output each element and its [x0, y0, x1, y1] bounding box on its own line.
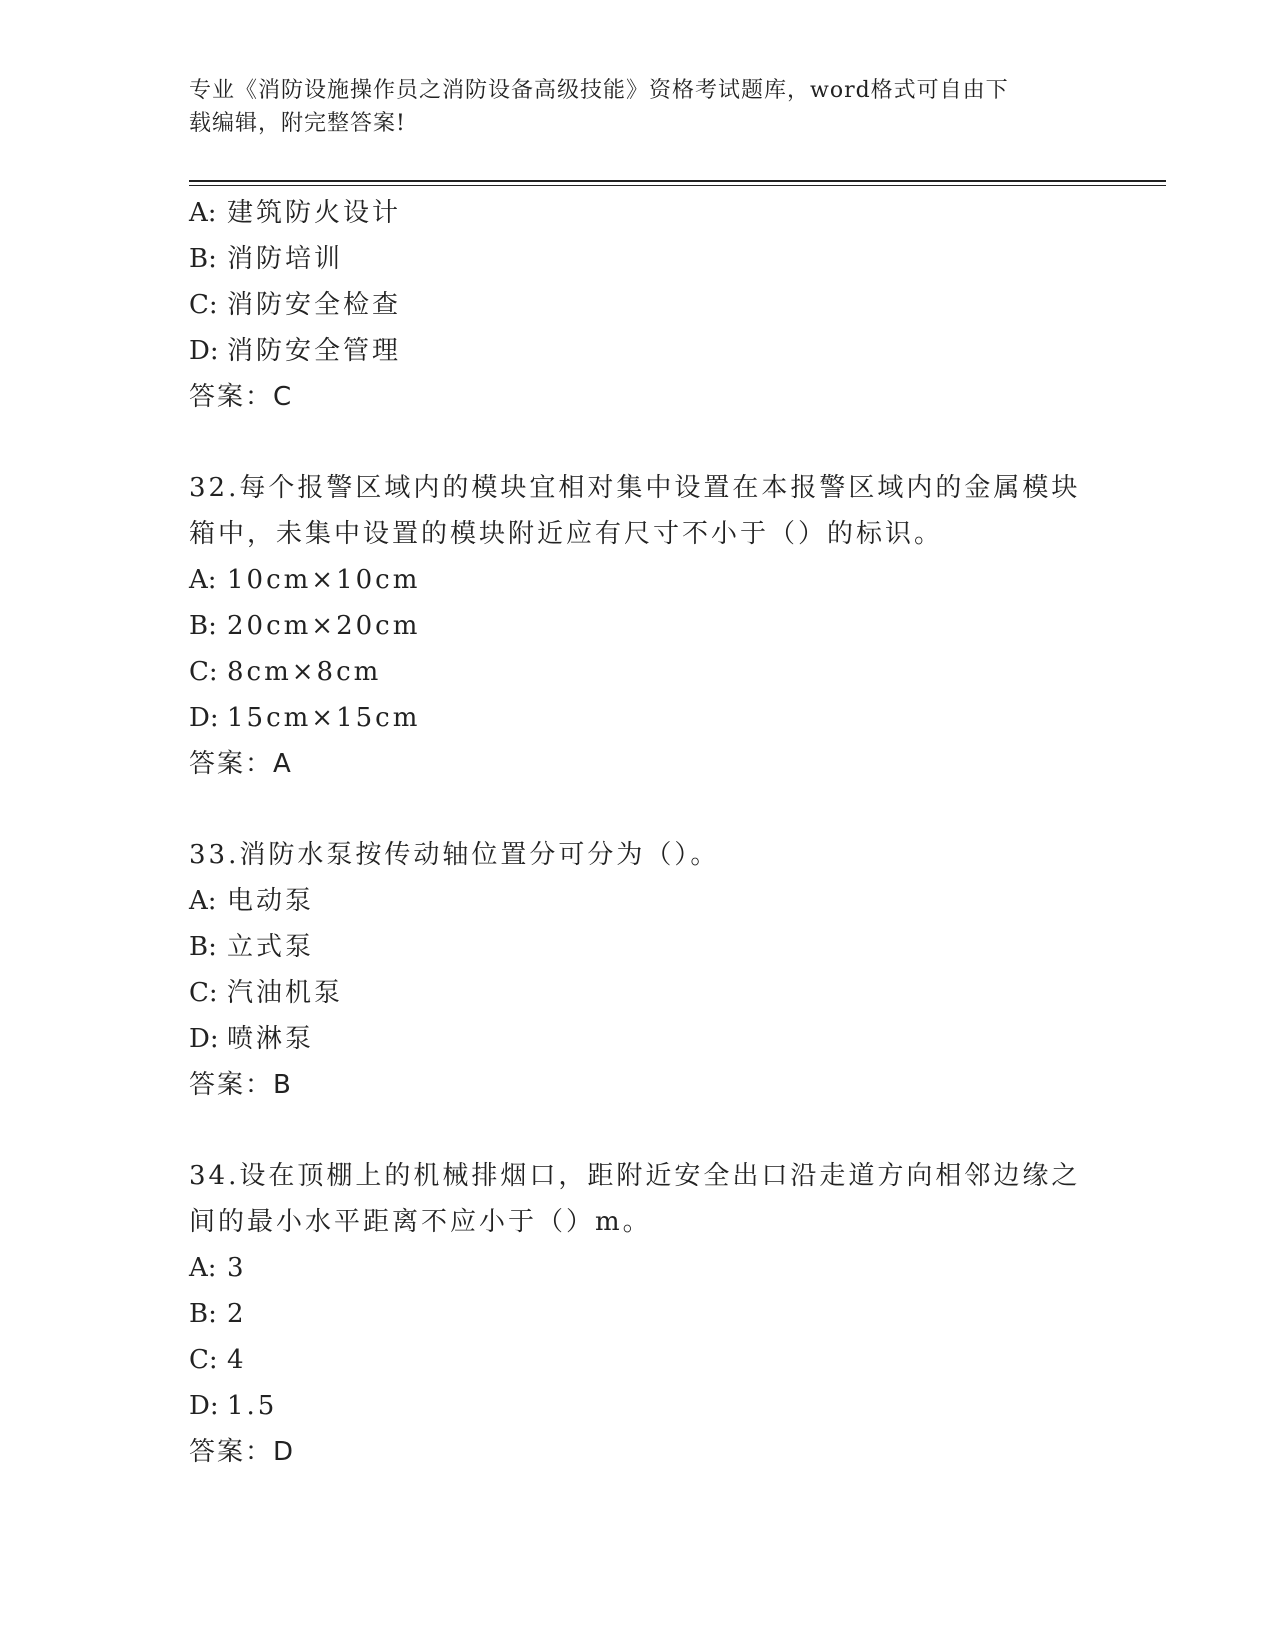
option-text: 消防安全检查 — [227, 290, 402, 320]
option-letter: D: — [189, 336, 219, 366]
option-text: 建筑防火设计 — [227, 198, 402, 228]
option-letter: D: — [189, 1391, 219, 1421]
option-b — [189, 924, 1089, 970]
header-line-1: 专业《消防设施操作员之消防设备高级技能》资格考试题库，word格式可自由下 — [189, 78, 1009, 103]
option-c — [189, 649, 1089, 695]
header-divider-thin — [189, 185, 1166, 186]
option-letter: B: — [189, 932, 217, 962]
header-line-2: 载编辑，附完整答案! — [189, 111, 406, 136]
option-letter: A: — [189, 565, 217, 595]
option-letter: C: — [189, 657, 218, 687]
question-list — [189, 190, 1089, 1475]
answer-line: 答案：B — [189, 1070, 293, 1100]
option-text: 电动泵 — [227, 886, 315, 916]
option-text: 1.5 — [227, 1391, 278, 1421]
option-b — [189, 1291, 1089, 1337]
option-text: 20cm×20cm — [227, 611, 421, 641]
answer-line: 答案：D — [189, 1437, 296, 1467]
option-c — [189, 282, 1089, 328]
question-text-line-1: 32.每个报警区域内的模块宜相对集中设置在本报警区域内的金属模块 — [189, 473, 1081, 503]
option-text: 立式泵 — [227, 932, 315, 962]
option-letter: C: — [189, 1345, 218, 1375]
option-text: 汽油机泵 — [227, 978, 344, 1008]
answer-line: 答案：C — [189, 382, 294, 412]
option-text: 3 — [227, 1253, 247, 1283]
option-letter: D: — [189, 1024, 219, 1054]
question-text-line-2: 间的最小水平距离不应小于（）m。 — [189, 1207, 652, 1237]
question-32 — [189, 465, 1089, 787]
header-divider-thick — [189, 180, 1166, 182]
option-text: 2 — [227, 1299, 247, 1329]
option-letter: B: — [189, 244, 217, 274]
option-text: 8cm×8cm — [227, 657, 382, 687]
option-d — [189, 328, 1089, 374]
option-letter: C: — [189, 978, 218, 1008]
question-33 — [189, 832, 1089, 1108]
option-a — [189, 1245, 1089, 1291]
option-letter: C: — [189, 290, 218, 320]
option-text: 喷淋泵 — [227, 1024, 315, 1054]
option-letter: B: — [189, 1299, 217, 1329]
option-c — [189, 1337, 1089, 1383]
option-a — [189, 557, 1089, 603]
option-text: 消防安全管理 — [227, 336, 402, 366]
option-text: 消防培训 — [227, 244, 344, 274]
question-31 — [189, 190, 1089, 420]
option-letter: D: — [189, 703, 219, 733]
option-letter: A: — [189, 1253, 217, 1283]
option-text: 10cm×10cm — [227, 565, 421, 595]
option-d — [189, 1383, 1089, 1429]
document-header — [189, 74, 1089, 140]
question-text-line-1: 34.设在顶棚上的机械排烟口，距附近安全出口沿走道方向相邻边缘之 — [189, 1161, 1081, 1191]
option-b — [189, 603, 1089, 649]
option-text: 4 — [227, 1345, 247, 1375]
option-letter: A: — [189, 886, 217, 916]
option-d — [189, 1016, 1089, 1062]
answer-line: 答案：A — [189, 749, 293, 779]
option-letter: A: — [189, 198, 217, 228]
option-b — [189, 236, 1089, 282]
option-text: 15cm×15cm — [227, 703, 421, 733]
option-letter: B: — [189, 611, 217, 641]
option-d — [189, 695, 1089, 741]
option-a — [189, 190, 1089, 236]
option-a — [189, 878, 1089, 924]
question-text-line-2: 箱中，未集中设置的模块附近应有尺寸不小于（）的标识。 — [189, 519, 944, 549]
question-34 — [189, 1153, 1089, 1475]
option-c — [189, 970, 1089, 1016]
question-text-line-1: 33.消防水泵按传动轴位置分可分为（）。 — [189, 840, 720, 870]
